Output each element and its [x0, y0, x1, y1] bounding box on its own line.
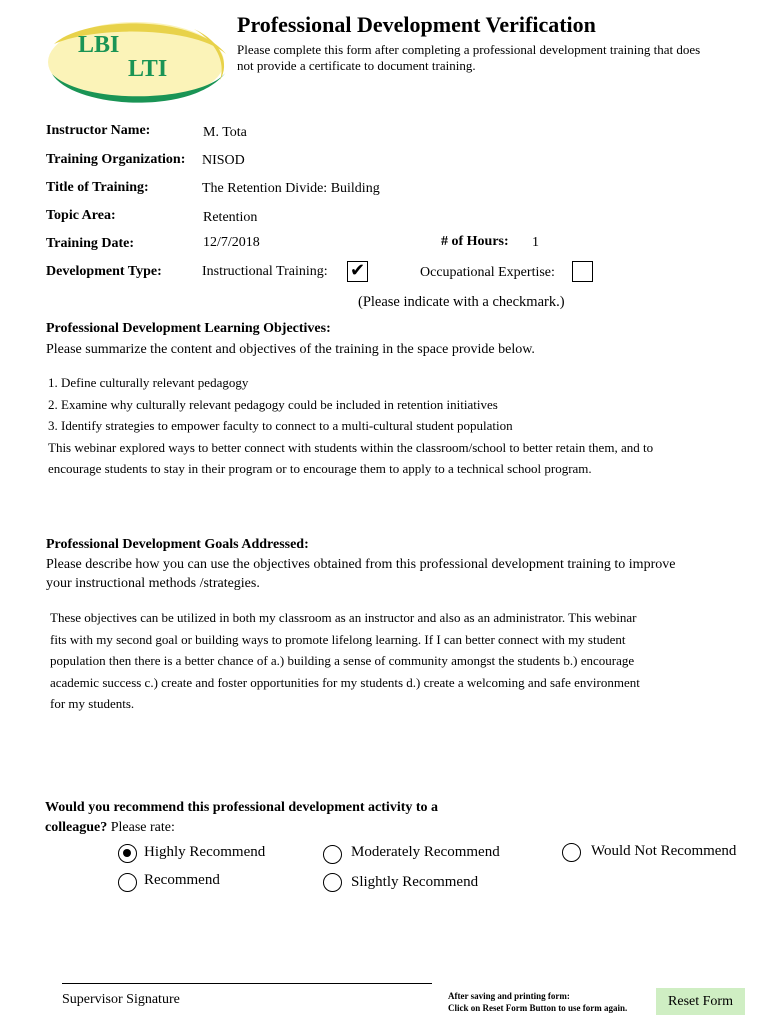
- objectives-line: 1. Define culturally relevant pedagogy: [48, 375, 249, 390]
- recommend-question-rest: Please rate:: [107, 820, 175, 835]
- objectives-textarea[interactable]: [48, 372, 760, 480]
- radio-highly-recommend[interactable]: [118, 844, 137, 863]
- occupational-expertise-checkbox[interactable]: [572, 261, 593, 282]
- instructional-training-checkbox[interactable]: ✔: [347, 261, 368, 282]
- training-title-label: Title of Training:: [46, 180, 149, 195]
- radio-would-not-recommend[interactable]: [562, 843, 581, 862]
- lbi-lti-logo: [44, 14, 230, 110]
- training-date-field[interactable]: 12/7/2018: [203, 235, 260, 250]
- objectives-line: encourage students to stay in their program or to encourage them to apply to a technical school program.: [48, 461, 592, 476]
- form-title: Professional Development Verification: [237, 12, 596, 37]
- option-recommend-label[interactable]: Recommend: [144, 872, 220, 888]
- training-title-field[interactable]: The Retention Divide: Building: [202, 181, 380, 196]
- option-would-not-recommend-label[interactable]: Would Not Recommend: [591, 843, 737, 859]
- goals-line: population then there is a better chance of a.) building a sense of community amongst the students b.) encourage: [50, 653, 635, 668]
- goals-line: academic success c.) create and foster opportunities for my students d.) create a welcoming and safe environment: [50, 674, 640, 690]
- reset-note-line1: After saving and printing form:: [448, 991, 570, 1001]
- option-slightly-recommend-label[interactable]: Slightly Recommend: [351, 874, 479, 890]
- training-organization-field[interactable]: NISOD: [202, 153, 245, 168]
- option-moderately-recommend-label[interactable]: Moderately Recommend: [351, 844, 500, 860]
- objectives-heading: Professional Development Learning Objectives:: [46, 321, 331, 336]
- topic-area-label: Topic Area:: [46, 208, 116, 223]
- training-date-label: Training Date:: [46, 236, 135, 251]
- checkmark-hint: (Please indicate with a checkmark.): [358, 294, 565, 310]
- occupational-expertise-label: Occupational Expertise:: [420, 265, 555, 280]
- objectives-line: 2. Examine why culturally relevant pedagogy could be included in retention initiatives: [48, 396, 498, 412]
- instructor-name-field[interactable]: M. Tota: [203, 125, 247, 140]
- goals-textarea[interactable]: [50, 607, 750, 715]
- recommend-question-line2: [45, 820, 175, 836]
- goals-line: for my students.: [50, 696, 135, 711]
- instructor-name-label: Instructor Name:: [46, 123, 151, 138]
- objectives-line: This webinar explored ways to better connect with students within the classroom/school to better retain them, and to: [48, 439, 654, 455]
- goals-prompt-line2: your instructional methods /strategies.: [46, 576, 260, 591]
- hours-field[interactable]: 1: [532, 235, 539, 250]
- radio-recommend[interactable]: [118, 873, 137, 892]
- signature-line[interactable]: [62, 983, 432, 984]
- development-type-label: Development Type:: [46, 264, 162, 279]
- form-instructions: Please complete this form after completing a professional development training that does not provide a certificate to document training.: [237, 42, 701, 73]
- recommend-question-bold: colleague?: [45, 820, 108, 835]
- logo-text-lbi: LBI: [78, 32, 120, 58]
- instructional-training-label: Instructional Training:: [202, 264, 328, 279]
- reset-instructions: [448, 990, 627, 1014]
- topic-area-field[interactable]: Retention: [203, 210, 258, 225]
- goals-line: These objectives can be utilized in both my classroom as an instructor and also as an administrator. This webinar: [50, 610, 637, 625]
- goals-line: fits with my second goal or building ways to promote lifelong learning. If I can better connect with my student: [50, 631, 626, 647]
- goals-prompt-line1: Please describe how you can use the objectives obtained from this professional development training to improve: [46, 557, 676, 572]
- logo-text-lti: LTI: [128, 56, 168, 82]
- objectives-prompt: Please summarize the content and objectives of the training in the space provide below.: [46, 342, 535, 357]
- recommend-question: Would you recommend this professional development activity to a: [45, 800, 439, 815]
- radio-slightly-recommend[interactable]: [323, 873, 342, 892]
- objectives-line: 3. Identify strategies to empower faculty to connect to a multi-cultural student population: [48, 418, 513, 433]
- hours-label: # of Hours:: [441, 234, 509, 249]
- option-highly-recommend-label[interactable]: Highly Recommend: [144, 844, 266, 860]
- training-organization-label: Training Organization:: [46, 152, 186, 167]
- reset-note-line2: Click on Reset Form Button to use form again.: [448, 1003, 628, 1013]
- reset-form-button[interactable]: Reset Form: [656, 988, 745, 1015]
- radio-moderately-recommend[interactable]: [323, 845, 342, 864]
- goals-heading: Professional Development Goals Addressed:: [46, 537, 309, 552]
- radio-selected-dot: [123, 849, 131, 857]
- supervisor-signature-label: Supervisor Signature: [62, 992, 180, 1007]
